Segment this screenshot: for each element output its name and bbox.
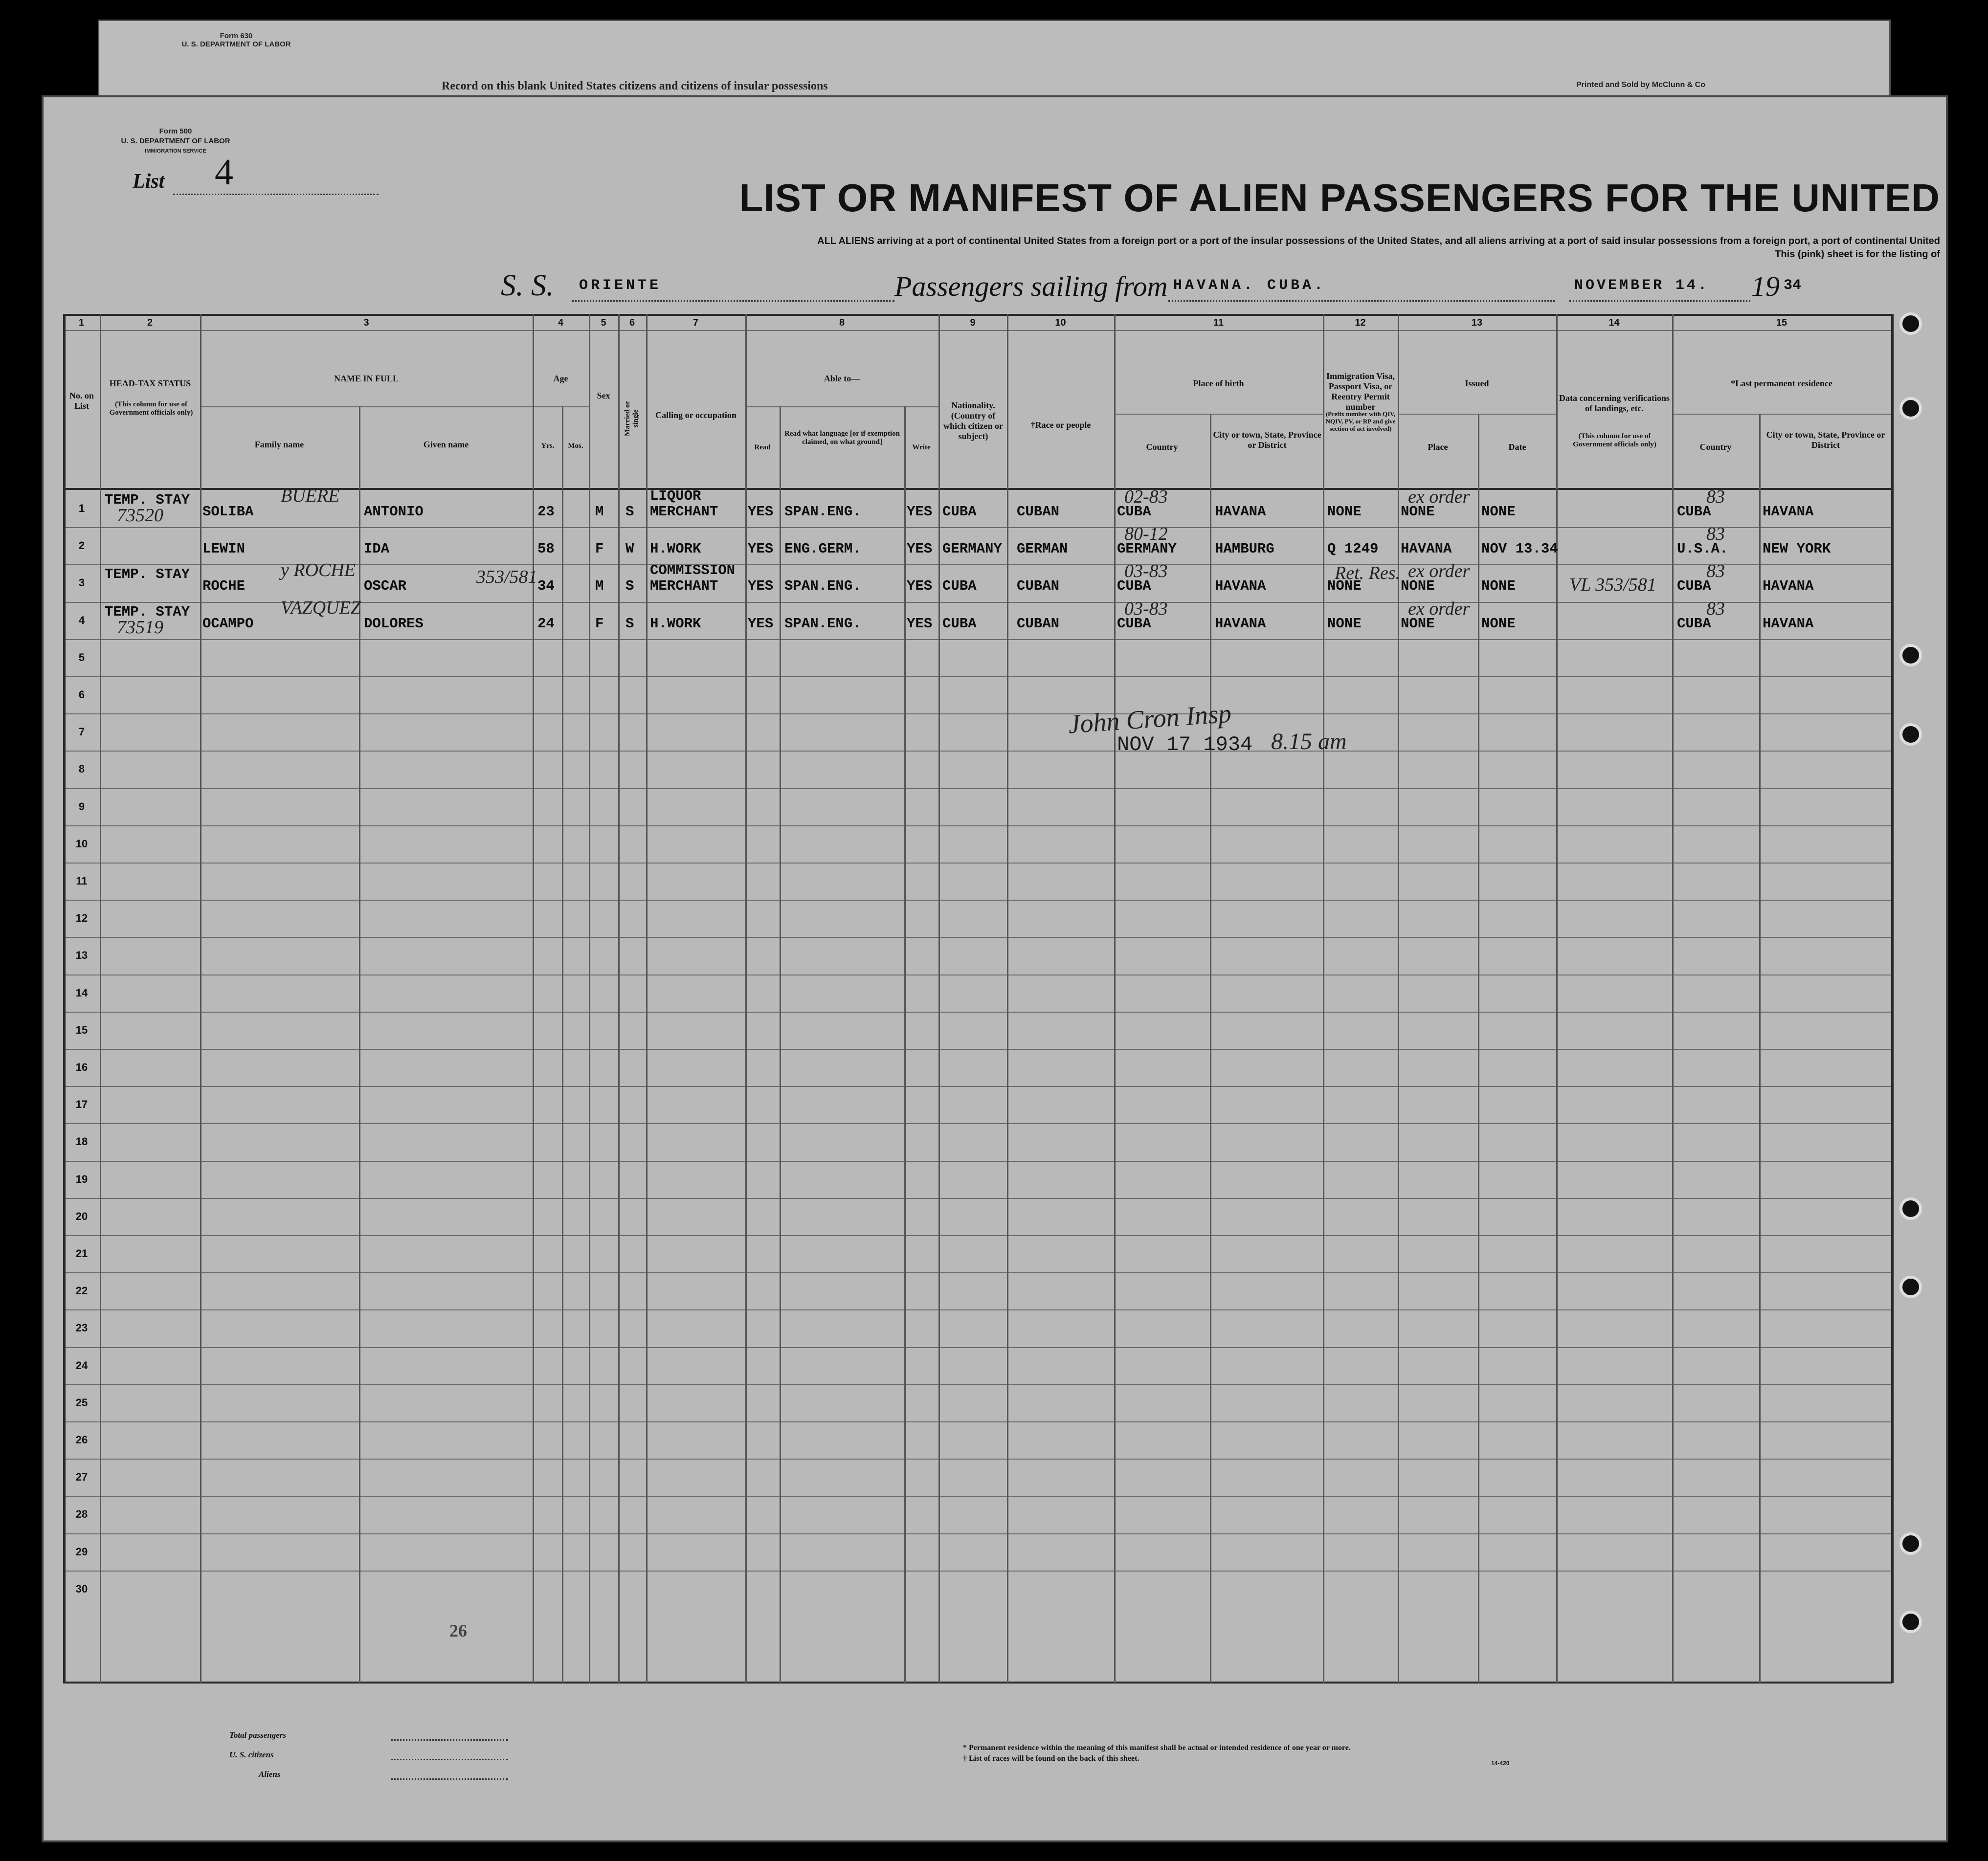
header-mos: Mos. (568, 442, 583, 450)
family-name-addition: BUERE (281, 486, 340, 506)
date-dotline (1569, 300, 1750, 302)
family-name: OCAMPO (202, 616, 254, 632)
race: CUBAN (1017, 504, 1060, 520)
row-number: 16 (75, 1061, 88, 1073)
row-number: 4 (78, 614, 85, 626)
row-number: 14 (75, 987, 88, 999)
col-line (904, 406, 906, 1683)
verification-data: VL 353/581 (1569, 575, 1656, 595)
row-number: 25 (75, 1396, 88, 1409)
sex: F (595, 616, 604, 632)
header-head-tax: HEAD-TAX STATUS (109, 378, 191, 388)
row-line (63, 1012, 1892, 1013)
can-read: YES (748, 504, 774, 520)
colnum-10: 10 (1055, 317, 1066, 328)
row-line (63, 1571, 1892, 1572)
occupation-line-2: MERCHANT (650, 504, 718, 520)
back-form-number: Form 630 (220, 32, 253, 40)
col-line (63, 314, 66, 1683)
residence-country: CUBA (1677, 578, 1711, 594)
visa-note: Ret. Res. (1335, 563, 1401, 583)
col-line (1007, 314, 1008, 1683)
race: GERMAN (1017, 541, 1068, 557)
row-number: 30 (75, 1583, 88, 1595)
colnum-8: 8 (839, 317, 845, 328)
issued-date: NONE (1481, 616, 1516, 632)
residence-country-code: 83 (1706, 524, 1725, 544)
col-line (1323, 314, 1324, 1683)
visa-number: NONE (1327, 616, 1362, 632)
header-head-tax-note: (This column for use of Government officials only) (109, 400, 193, 417)
occupation-line-2: MERCHANT (650, 578, 718, 594)
issued-place: HAVANA (1401, 541, 1452, 557)
header-issued-place: Place (1428, 442, 1448, 452)
col-line (780, 406, 781, 1683)
row-line (63, 527, 1892, 528)
colnum-11: 11 (1213, 317, 1224, 328)
col-line (745, 314, 747, 1683)
colnum-13: 13 (1471, 317, 1483, 328)
back-printed-by: Printed and Sold by McClunn & Co (1576, 81, 1705, 89)
header-calling: Calling or occupation (655, 410, 737, 420)
ship-dotline (572, 300, 894, 302)
colnum-divider (63, 330, 1892, 331)
header-place-of-birth: Place of birth (1193, 378, 1244, 388)
birth-country: CUBA (1117, 578, 1151, 594)
age-years: 34 (537, 578, 555, 594)
birth-country: CUBA (1117, 616, 1151, 632)
header-residence-country: Country (1699, 442, 1732, 452)
year-prefix: 19 (1751, 270, 1780, 302)
header-yrs: Yrs. (541, 442, 555, 450)
birth-country-code: 03-83 (1124, 561, 1168, 581)
header-birth-country: Country (1146, 442, 1178, 452)
issued-date: NONE (1481, 578, 1516, 594)
age-years: 24 (537, 616, 555, 632)
footer-totals (229, 1730, 286, 1789)
nationality: CUBA (942, 504, 977, 520)
row-number: 24 (75, 1359, 88, 1372)
manifest-title: LIST OR MANIFEST OF ALIEN PASSENGERS FOR THE UNITED (739, 176, 1940, 220)
row-number: 29 (75, 1546, 88, 1558)
us-citizens-label: U. S. citizens (229, 1750, 274, 1759)
residence-country: CUBA (1677, 504, 1711, 520)
visa-number: NONE (1327, 578, 1362, 594)
birth-city: HAVANA (1215, 578, 1266, 594)
arrival-stamp-date: NOV 17 1934 (1117, 733, 1253, 756)
can-read: YES (748, 541, 774, 557)
row-line (63, 1421, 1892, 1422)
header-issued: Issued (1465, 378, 1489, 388)
page-mark: 26 (449, 1621, 467, 1640)
can-read: YES (748, 578, 774, 594)
row-number: 27 (75, 1471, 88, 1483)
issued-date: NONE (1481, 504, 1516, 520)
residence-subdivider (1672, 414, 1892, 415)
race: CUBAN (1017, 578, 1060, 594)
row-line (63, 1198, 1892, 1199)
header-married: Married or single (624, 400, 640, 437)
table-top-border (63, 314, 1892, 316)
issued-place: NONE (1401, 578, 1435, 594)
row-number: 9 (78, 800, 85, 813)
col-line (938, 314, 940, 1683)
header-able-to: Able to— (824, 374, 860, 383)
row-number: 28 (75, 1508, 88, 1520)
residence-country-code: 83 (1706, 561, 1725, 581)
colnum-2: 2 (147, 317, 153, 328)
col-line (1891, 314, 1894, 1683)
issued-subdivider (1398, 414, 1556, 415)
binder-hole (1899, 1611, 1922, 1633)
col-line (1759, 414, 1761, 1683)
issued-note: ex order (1408, 561, 1470, 581)
residence-city: NEW YORK (1763, 541, 1831, 557)
age-years: 58 (537, 541, 555, 557)
col-line (1672, 314, 1674, 1683)
col-line (1478, 414, 1479, 1683)
birth-subdivider (1114, 414, 1323, 415)
manifest-subtitle: ALL ALIENS arriving at a port of continental United States from a foreign port or a port of the insular possessions of the United States, and all aliens arriving at a port of said insular possessions from a foreign port, a port of continental United (817, 236, 1940, 246)
row-number: 2 (78, 539, 85, 552)
row-number: 18 (75, 1135, 88, 1148)
binder-hole (1899, 1276, 1922, 1298)
colnum-4: 4 (558, 317, 564, 328)
col-line (1114, 314, 1116, 1683)
row-number: 1 (78, 502, 85, 514)
marital-status: S (625, 504, 634, 520)
total-passengers-line (391, 1739, 508, 1741)
row-line (63, 639, 1892, 640)
back-department: U. S. DEPARTMENT OF LABOR (181, 40, 291, 48)
read-language: ENG.GERM. (784, 541, 861, 557)
back-sheet-text: Record on this blank United States citizens and citizens of insular possessions (442, 80, 828, 92)
row-line (63, 1235, 1892, 1236)
name-subdivider (200, 406, 533, 407)
binder-hole (1899, 1197, 1922, 1220)
birth-city: HAMBURG (1215, 541, 1274, 557)
nationality: CUBA (942, 616, 977, 632)
age-subdivider (533, 406, 589, 407)
binder-hole (1899, 397, 1922, 420)
residence-city: HAVANA (1763, 504, 1814, 520)
back-form-label (173, 32, 300, 48)
colnum-3: 3 (363, 317, 369, 328)
row-number: 11 (76, 875, 88, 887)
row-number: 19 (75, 1173, 88, 1185)
col-line (562, 406, 563, 1683)
can-read: YES (748, 616, 774, 632)
row-number: 26 (75, 1434, 88, 1446)
ship-name: ORIENTE (579, 277, 662, 294)
colnum-1: 1 (78, 317, 85, 328)
row-number: 15 (75, 1024, 88, 1036)
marital-status: S (625, 616, 634, 632)
race: CUBAN (1017, 616, 1060, 632)
family-name: SOLIBA (202, 504, 254, 520)
row-line (63, 751, 1892, 752)
row-number: 12 (75, 912, 88, 924)
list-dotline (173, 194, 379, 195)
sailing-date: NOVEMBER 14. (1574, 277, 1710, 294)
nationality: CUBA (942, 578, 977, 594)
footer-note-residence: * Permanent residence within the meaning of this manifest shall be actual or intended residence of one year or more. (963, 1744, 1351, 1752)
service-label: IMMIGRATION SERVICE (145, 148, 206, 154)
residence-country-code: 83 (1706, 598, 1725, 619)
header-last-residence: *Last permanent residence (1731, 378, 1832, 388)
binder-hole (1899, 644, 1922, 666)
row-line (63, 825, 1892, 826)
given-name: IDA (364, 541, 390, 557)
col-line (1210, 414, 1211, 1683)
header-visa: Immigration Visa, Passport Visa, or Reentry Permit number (1326, 371, 1395, 412)
row-number: 17 (75, 1098, 88, 1110)
row-line (63, 1384, 1892, 1385)
header-family-name: Family name (254, 440, 304, 449)
read-language: SPAN.ENG. (784, 616, 861, 632)
residence-country: CUBA (1677, 616, 1711, 632)
total-passengers-label: Total passengers (229, 1730, 287, 1740)
occupation-line-1: COMMISSION (650, 562, 736, 578)
header-no-on-list: No. on List (69, 391, 94, 411)
arrival-stamp-time: 8.15 am (1271, 729, 1347, 754)
header-verification-note: (This column for use of Government officials only) (1573, 432, 1656, 448)
sex: M (595, 578, 604, 594)
header-read: Read (754, 443, 771, 451)
row-line (63, 1123, 1892, 1124)
colnum-6: 6 (629, 317, 635, 328)
row-line (63, 1086, 1892, 1087)
can-write: YES (907, 616, 933, 632)
row-number: 5 (78, 651, 85, 664)
header-birth-city: City or town, State, Province or District (1213, 430, 1321, 450)
family-name: LEWIN (202, 541, 246, 557)
row-number: 7 (78, 726, 85, 738)
can-write: YES (907, 578, 933, 594)
manifest-subtitle-2: This (pink) sheet is for the listing of (1775, 249, 1940, 260)
col-line (1398, 314, 1399, 1683)
header-read-language: Read what language [or if exemption claimed, on what ground] (784, 430, 900, 446)
row-number: 20 (75, 1210, 88, 1222)
row-number: 21 (75, 1247, 88, 1260)
header-issued-date: Date (1508, 442, 1526, 452)
birth-country: GERMANY (1117, 541, 1177, 557)
can-write: YES (907, 541, 933, 557)
header-visa-note: (Prefix number with QIV, NQIV, PV, or RP and give section of act involved) (1325, 410, 1396, 432)
col-line (200, 314, 201, 1683)
row-line (63, 676, 1892, 677)
manifest-sheet (42, 95, 1948, 1842)
birth-city: HAVANA (1215, 616, 1266, 632)
row-line (63, 788, 1892, 789)
department-label: U. S. DEPARTMENT OF LABOR (121, 137, 230, 145)
given-name: DOLORES (364, 616, 424, 632)
birth-city: HAVANA (1215, 504, 1266, 520)
aliens-label: Aliens (259, 1770, 281, 1779)
us-citizens-line (391, 1759, 508, 1760)
given-name-note: 353/581 (476, 567, 537, 587)
age-years: 23 (537, 504, 555, 520)
colnum-7: 7 (692, 317, 699, 328)
row-number: 13 (75, 949, 88, 961)
able-subdivider (745, 406, 938, 407)
head-tax-status: TEMP. STAY (105, 604, 190, 620)
list-label: List (133, 170, 165, 193)
row-line (63, 1459, 1892, 1460)
row-number: 23 (75, 1322, 88, 1334)
issued-note: ex order (1408, 598, 1470, 619)
year-suffix: 34 (1784, 277, 1802, 294)
head-tax-number: 73520 (117, 505, 163, 526)
header-given-name: Given name (423, 440, 469, 449)
family-name-addition: VAZQUEZ (281, 598, 361, 618)
row-number: 3 (78, 576, 85, 589)
binder-hole (1899, 1532, 1922, 1555)
issued-date: NOV 13.34 (1481, 541, 1558, 557)
head-tax-number: 73519 (117, 617, 163, 638)
row-line (63, 713, 1892, 714)
col-line (533, 314, 534, 1683)
birth-country-code: 03-83 (1124, 598, 1168, 619)
residence-city: HAVANA (1763, 578, 1814, 594)
head-tax-status: TEMP. STAY (105, 492, 190, 508)
marital-status: S (625, 578, 634, 594)
row-line (63, 1533, 1892, 1534)
given-name: OSCAR (364, 578, 407, 594)
row-number: 6 (78, 688, 85, 701)
occupation-line-2: H.WORK (650, 541, 701, 557)
visa-number: NONE (1327, 504, 1362, 520)
colnum-9: 9 (970, 317, 976, 328)
given-name: ANTONIO (364, 504, 424, 520)
colnum-15: 15 (1776, 317, 1787, 328)
binder-hole (1899, 312, 1922, 335)
row-line (63, 937, 1892, 938)
can-write: YES (907, 504, 933, 520)
row-line (63, 863, 1892, 864)
residence-country-code: 83 (1706, 487, 1725, 507)
header-sex: Sex (597, 391, 610, 400)
footer-note-races: † List of races will be found on the back of this sheet. (963, 1754, 1139, 1763)
birth-country: CUBA (1117, 504, 1151, 520)
row-line (63, 1496, 1892, 1497)
marital-status: W (625, 541, 634, 557)
col-line (1556, 314, 1558, 1683)
binder-hole (1899, 723, 1922, 746)
inspector-signature: John Cron Insp (1067, 698, 1232, 739)
row-line (63, 1347, 1892, 1348)
colnum-12: 12 (1355, 317, 1366, 328)
visa-number: Q 1249 (1327, 541, 1379, 557)
header-race: †Race or people (1030, 420, 1091, 430)
read-language: SPAN.ENG. (784, 504, 861, 520)
colnum-14: 14 (1608, 317, 1620, 328)
head-tax-status: TEMP. STAY (105, 566, 190, 582)
sailing-label: Passengers sailing from (894, 270, 1168, 302)
header-residence-city: City or town, State, Province or District (1766, 430, 1885, 450)
header-name-in-full: NAME IN FULL (334, 374, 399, 383)
birth-country-code: 02-83 (1124, 487, 1168, 507)
row-number: 10 (75, 838, 88, 850)
row-line (63, 900, 1892, 901)
form-number: Form 500 (159, 127, 192, 135)
family-name-addition: y ROCHE (281, 560, 356, 580)
row-line (63, 1272, 1892, 1273)
aliens-line (391, 1778, 508, 1780)
nationality: GERMANY (942, 541, 1002, 557)
table-bottom-border (63, 1682, 1892, 1684)
header-age: Age (553, 374, 568, 383)
row-line (63, 1161, 1892, 1162)
birth-country-code: 80-12 (1124, 524, 1168, 544)
colnum-5: 5 (601, 317, 606, 328)
issued-place: NONE (1401, 504, 1435, 520)
issued-note: ex order (1408, 487, 1470, 507)
sex: M (595, 504, 604, 520)
header-verification: Data concerning verifications of landings, etc. (1559, 393, 1670, 413)
family-name: ROCHE (202, 578, 246, 594)
footer-notes (963, 1743, 1351, 1764)
col-line (618, 314, 620, 1683)
row-number: 8 (78, 763, 85, 775)
read-language: SPAN.ENG. (784, 578, 861, 594)
header-write: Write (912, 443, 931, 451)
sex: F (595, 541, 604, 557)
residence-country: U.S.A. (1677, 541, 1728, 557)
port-dotline (1168, 300, 1555, 302)
list-number: 4 (215, 152, 233, 193)
row-line (63, 1049, 1892, 1050)
occupation-line-2: H.WORK (650, 616, 701, 632)
issued-place: NONE (1401, 616, 1435, 632)
residence-city: HAVANA (1763, 616, 1814, 632)
row-number: 22 (75, 1285, 88, 1297)
col-line (646, 314, 648, 1683)
occupation-line-1: LIQUOR (650, 488, 701, 504)
footer-form-code: 14-420 (1491, 1760, 1510, 1767)
col-line (100, 314, 101, 1683)
ss-label: S. S. (501, 269, 554, 302)
header-nationality: Nationality. (Country of which citizen or subject) (943, 400, 1003, 441)
sailing-port: HAVANA. CUBA. (1173, 277, 1326, 294)
col-line (589, 314, 590, 1683)
row-line (63, 1309, 1892, 1310)
